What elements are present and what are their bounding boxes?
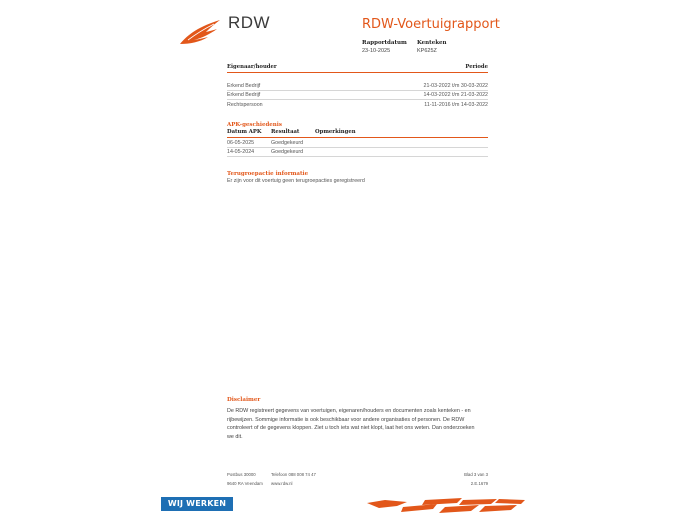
- apk-title: APK-geschiedenis: [227, 122, 282, 128]
- owner-period: 11-11-2016 t/m 14-03-2022: [424, 101, 488, 108]
- disclaimer-title: Disclaimer: [227, 397, 261, 403]
- owner-type: Rechtspersoon: [227, 101, 263, 108]
- apk-note: [315, 149, 488, 155]
- table-row: [227, 100, 488, 109]
- owners-header: [227, 64, 488, 73]
- apk-note: [315, 140, 488, 146]
- report-title: RDW-Voertuigrapport: [362, 17, 500, 32]
- disclaimer-line: we dit.: [227, 433, 243, 440]
- appointment-banner: WIJ WERKEN OP AFSPRAAK: [161, 497, 233, 511]
- owner-type: Erkend Bedrijf: [227, 82, 261, 89]
- apk-history-table: [227, 122, 488, 157]
- disclaimer-section: [227, 397, 497, 441]
- owners-table: [227, 64, 488, 109]
- apk-result: Goedgekeurd: [271, 139, 304, 146]
- decorative-stripes-icon: [367, 497, 527, 514]
- footer-contact: [271, 470, 316, 488]
- apk-header: [227, 129, 488, 138]
- owners-col-owner: Eigenaar/houder: [227, 64, 277, 70]
- disclaimer-text: [227, 407, 489, 441]
- license-plate-value: KP625Z: [417, 48, 437, 54]
- footer-page-number: Blad 3 van 3: [464, 472, 488, 477]
- apk-date: 14-05-2024: [227, 149, 255, 155]
- footer-website[interactable]: www.rdw.nl: [271, 481, 293, 486]
- disclaimer-line: controleert of de gegevens kloppen. Ziet u toch iets wat niet klopt, laat het ons weten. Dan onderzoeken: [227, 425, 475, 432]
- disclaimer-line: De RDW registreert gegevens van voertuigen, eigenaren/houders en documenten zoals kenteken - en: [227, 408, 471, 414]
- report-date-block: [362, 40, 407, 54]
- apk-date: 06-05-2025: [227, 139, 255, 146]
- disclaimer-line: rijbewijzen. Sommige informatie is ook beschikbaar voor andere organisaties of personen. De RDW: [227, 416, 465, 423]
- recall-section: [227, 171, 488, 184]
- owners-col-period: Periode: [465, 64, 488, 70]
- apk-col-result: Resultaat: [271, 129, 300, 135]
- recall-text: Er zijn voor dit voertuig geen terugroepacties geregistreerd: [227, 178, 365, 184]
- table-row: [227, 148, 488, 158]
- report-date-value: 23-10-2025: [362, 48, 391, 54]
- license-plate-block: [417, 40, 447, 54]
- apk-col-remarks: Opmerkingen: [315, 129, 356, 135]
- owner-period: 14-03-2022 t/m 21-03-2022: [423, 92, 488, 98]
- footer-phone: Telefoon 088 008 74 47: [271, 472, 316, 477]
- apk-result: Goedgekeurd: [271, 149, 304, 155]
- recall-title: Terugroepactie informatie: [227, 171, 309, 177]
- owner-type: Erkend Bedrijf: [227, 92, 261, 98]
- table-row: [227, 91, 488, 101]
- table-row: [227, 138, 488, 148]
- rdw-wing-logo-icon: [178, 18, 222, 46]
- footer-page-info: [438, 470, 488, 488]
- owner-period: 21-03-2022 t/m 30-03-2022: [423, 82, 488, 89]
- table-row: [227, 81, 488, 91]
- apk-col-date: Datum APK: [227, 129, 262, 135]
- footer-code: 2.E.1679: [470, 481, 488, 486]
- license-plate-label: Kenteken: [417, 40, 447, 46]
- logo-text: RDW: [228, 13, 271, 32]
- footer-address-line2: 9640 RA Veendam: [227, 481, 263, 486]
- footer-address-line1: Postbus 30000: [227, 472, 256, 477]
- footer-address: [227, 470, 263, 488]
- report-date-label: Rapportdatum: [362, 40, 407, 46]
